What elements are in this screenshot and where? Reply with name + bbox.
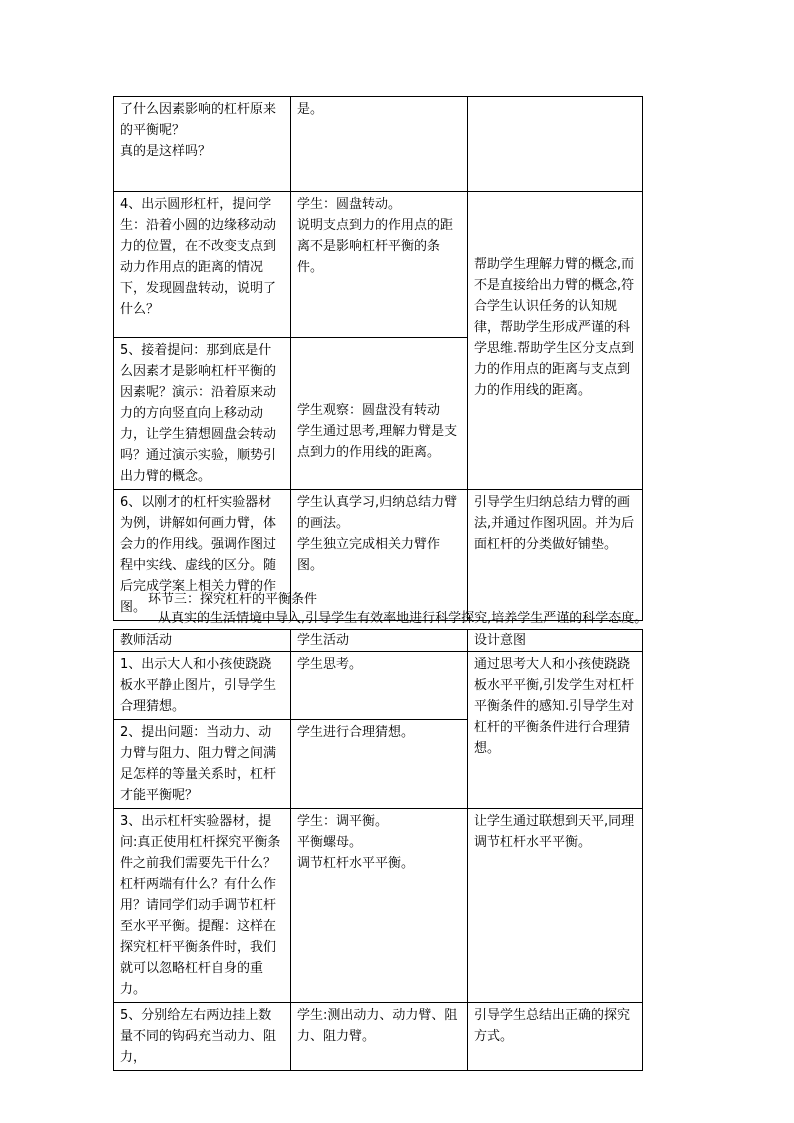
teacher-activity-cell: 了什么因素影响的杠杆原来的平衡呢？ 真的是这样吗？	[114, 97, 291, 192]
lesson-table	[113, 629, 643, 1071]
teacher-activity-cell: 4、出示圆形杠杆，提问学生：沿着小圆的边缘移动动力的位置，在不改变支点到动力作用点的距离的情况下，发现圆盘转动，说明了什么？	[114, 192, 291, 338]
teacher-activity-cell: 5、分别给左右两边挂上数量不同的钩码充当动力、阻力，	[114, 1003, 291, 1071]
student-activity-cell	[291, 338, 468, 490]
design-intent-cell	[468, 97, 643, 192]
table-row	[114, 809, 643, 1003]
student-activity-cell: 学生思考。	[291, 652, 468, 720]
teacher-activity-cell: 1、出示大人和小孩使跷跷板水平静止图片，引导学生合理猜想。	[114, 652, 291, 720]
design-intent-cell: 引导学生总结出正确的探究方式。	[468, 1003, 643, 1071]
design-intent-cell: 让学生通过联想到天平,同理调节杠杆水平平衡。	[468, 809, 643, 1003]
teacher-activity-cell: 2、提出问题：当动力、动力臂与阻力、阻力臂之间满足怎样的等量关系时，杠杆才能平衡呢？	[114, 720, 291, 809]
table-row	[114, 652, 643, 720]
student-activity-text: 学生观察：圆盘没有转动 学生通过思考,理解力臂是支点到力的作用线的距离。	[297, 403, 458, 460]
design-intent-cell: 通过思考大人和小孩使跷跷板水平平衡,引发学生对杠杆平衡条件的感知.引导学生对杠杆的平衡条件进行合理猜想。	[468, 652, 643, 809]
table-row	[114, 97, 643, 192]
header-teacher-activity: 教师活动	[114, 630, 291, 652]
table-row	[114, 1003, 643, 1071]
teacher-activity-cell: 3、出示杠杆实验器材，提问:真正使用杠杆探究平衡条件之前我们需要先干什么？杠杆两端有什么？有什么作用？请同学们动手调节杠杆至水平平衡。提醒：这样在探究杠杆平衡条件时，我们就可以忽略杠杆自身的重力。	[114, 809, 291, 1003]
table-header-row	[114, 630, 643, 652]
teacher-activity-cell: 5、接着提问：那到底是什么因素才是影响杠杆平衡的因素呢？演示：沿着原来动力的方向竖直向上移动动力，让学生猜想圆盘会转动吗？通过演示实验，顺势引出力臂的概念。	[114, 338, 291, 490]
header-student-activity: 学生活动	[291, 630, 468, 652]
teacher-activity-cell: 6、以刚才的杠杆实验器材为例，讲解如何画力臂，体会力的作用线。强调作图过程中实线、虚线的区分。随后完成学案上相关力臂的作图。	[114, 490, 291, 621]
lesson-table-continued	[113, 96, 643, 621]
section-heading: 环节三：探究杠杆的平衡条件	[148, 592, 318, 607]
table-row	[114, 192, 643, 338]
design-intent-text: 帮助学生理解力臂的概念,而不是直接给出力臂的概念,符合学生认识任务的认知规律，帮助学生形成严谨的科学思维.帮助学生区分支点到力的作用点的距离与支点到力的作用线的距离。	[474, 257, 635, 398]
design-intent-cell	[468, 192, 643, 490]
section-intro: 从真实的生活情境中导入,引导学生有效率地进行科学探究,培养学生严谨的科学态度。	[158, 611, 648, 626]
design-intent-cell: 引导学生归纳总结力臂的画法,并通过作图巩固。并为后面杠杆的分类做好铺垫。	[468, 490, 643, 621]
student-activity-cell: 学生:测出动力、动力臂、阻力、阻力臂。	[291, 1003, 468, 1071]
header-design-intent: 设计意图	[468, 630, 643, 652]
student-activity-cell: 学生：调平衡。 平衡螺母。 调节杠杆水平平衡。	[291, 809, 468, 1003]
student-activity-cell: 学生进行合理猜想。	[291, 720, 468, 809]
student-activity-cell: 学生认真学习,归纳总结力臂的画法。 学生独立完成相关力臂作图。	[291, 490, 468, 621]
student-activity-cell: 是。	[291, 97, 468, 192]
student-activity-cell: 学生：圆盘转动。 说明支点到力的作用点的距离不是影响杠杆平衡的条件。	[291, 192, 468, 338]
